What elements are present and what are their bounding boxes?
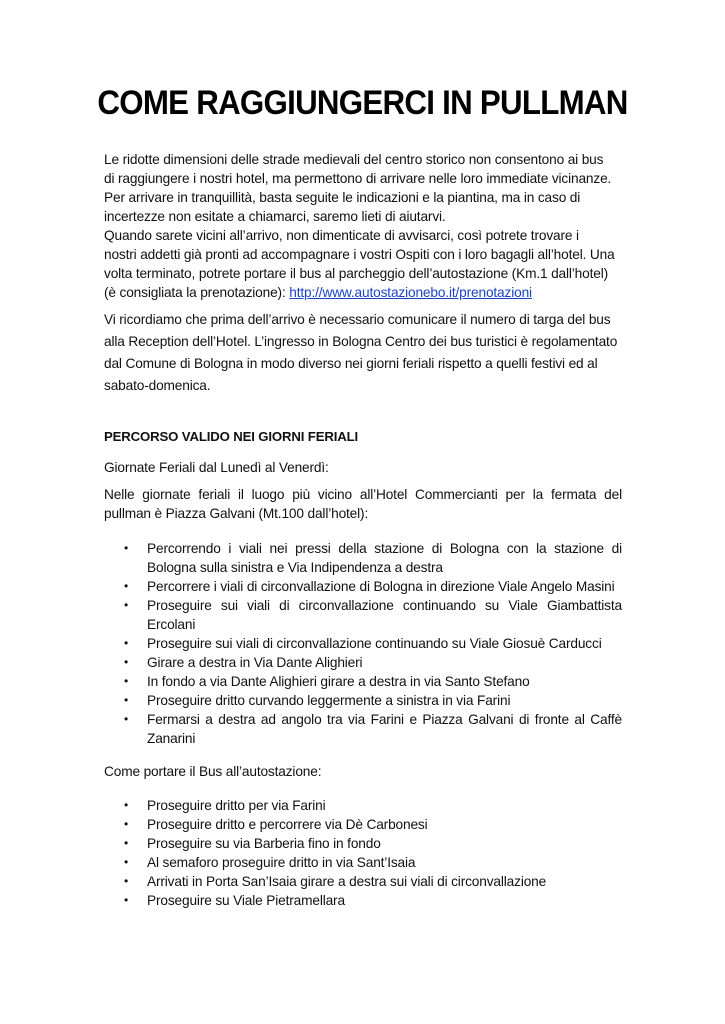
autostazione-steps-list bbox=[104, 796, 622, 910]
bullet: • bbox=[124, 598, 129, 612]
bullet: • bbox=[124, 636, 129, 650]
bullet: • bbox=[124, 693, 129, 707]
bullet: • bbox=[124, 817, 129, 831]
list-item-text: Fermarsi a destra ad angolo tra via Farini e Piazza Galvani di fronte al Caffè Zanarini bbox=[147, 712, 622, 746]
intro-line: Le ridotte dimensioni delle strade medievali del centro storico non consentono ai bus bbox=[104, 152, 604, 167]
list-item-text: Arrivati in Porta San’Isaia girare a destra sui viali di circonvallazione bbox=[147, 874, 547, 889]
list-item bbox=[104, 539, 622, 577]
bullet: • bbox=[124, 893, 129, 907]
bullet: • bbox=[124, 874, 129, 888]
bullet: • bbox=[124, 579, 129, 593]
reminder-line: sabato-domenica. bbox=[104, 378, 211, 393]
list-item bbox=[104, 815, 622, 834]
list-item bbox=[104, 853, 622, 872]
list-item bbox=[104, 834, 622, 853]
list-item-text: Percorrendo i viali nei pressi della stazione di Bologna con la stazione di Bologna sulla sinistra e Via Indipendenza a destra bbox=[147, 541, 622, 575]
feriali-heading: PERCORSO VALIDO NEI GIORNI FERIALI bbox=[104, 429, 359, 444]
list-item bbox=[104, 710, 622, 748]
intro-line: nostri addetti già pronti ad accompagnare i vostri Ospiti con i loro bagagli all’hotel. Una bbox=[104, 247, 615, 262]
intro-line: Per arrivare in tranquillità, basta seguite le indicazioni e la piantina, ma in caso di bbox=[104, 190, 581, 205]
list-item bbox=[104, 596, 622, 634]
list-item bbox=[104, 672, 622, 691]
list-item-text: Proseguire su Viale Pietramellara bbox=[147, 893, 345, 908]
list-item-text: Proseguire dritto curvando leggermente a sinistra in via Farini bbox=[147, 693, 511, 708]
list-item bbox=[104, 796, 622, 815]
page-title: COME RAGGIUNGERCI IN PULLMAN bbox=[97, 84, 628, 122]
list-item-text: In fondo a via Dante Alighieri girare a destra in via Santo Stefano bbox=[147, 674, 530, 689]
list-item bbox=[104, 577, 622, 596]
feriali-intro-line: pullman è Piazza Galvani (Mt.100 dall’hotel): bbox=[104, 506, 369, 521]
intro-line: incertezze non esitate a chiamarci, saremo lieti di aiutarvi. bbox=[104, 209, 446, 224]
intro-last-line-prefix: (è consigliata la prenotazione): bbox=[104, 285, 290, 300]
list-item-text: Proseguire dritto per via Farini bbox=[147, 798, 326, 813]
bullet: • bbox=[124, 541, 129, 555]
list-item-text: Proseguire dritto e percorrere via Dè Carbonesi bbox=[147, 817, 428, 832]
intro-paragraph bbox=[104, 150, 622, 302]
bullet: • bbox=[124, 655, 129, 669]
feriali-intro-line: Nelle giornate feriali il luogo più vicino all’Hotel Commercianti per la fermata del bbox=[104, 487, 622, 502]
list-item-text: Girare a destra in Via Dante Alighieri bbox=[147, 655, 363, 670]
list-item-text: Proseguire sui viali di circonvallazione continuando su Viale Giosuè Carducci bbox=[147, 636, 602, 651]
intro-line: di raggiungere i nostri hotel, ma permettono di arrivare nelle loro immediate vicinanze. bbox=[104, 171, 612, 186]
bullet: • bbox=[124, 712, 129, 726]
bullet: • bbox=[124, 798, 129, 812]
reminder-line: dal Comune di Bologna in modo diverso nei giorni feriali rispetto a quelli festivi ed al bbox=[104, 356, 598, 371]
feriali-intro bbox=[104, 485, 622, 523]
list-item-text: Proseguire su via Barberia fino in fondo bbox=[147, 836, 381, 851]
reminder-paragraph bbox=[104, 309, 622, 397]
list-item-text: Percorrere i viali di circonvallazione di Bologna in direzione Viale Angelo Masini bbox=[147, 579, 615, 594]
bullet: • bbox=[124, 855, 129, 869]
bullet: • bbox=[124, 836, 129, 850]
list-item bbox=[104, 891, 622, 910]
autostazione-heading: Come portare il Bus all’autostazione: bbox=[104, 764, 322, 779]
list-item bbox=[104, 634, 622, 653]
intro-line: volta terminato, potrete portare il bus al parcheggio dell’autostazione (Km.1 dall’hotel) bbox=[104, 266, 609, 281]
intro-line: Quando sarete vicini all’arrivo, non dimenticate di avvisarci, così potrete trovare i bbox=[104, 228, 579, 243]
bullet: • bbox=[124, 674, 129, 688]
list-item-text: Al semaforo proseguire dritto in via Sant’Isaia bbox=[147, 855, 416, 870]
list-item bbox=[104, 691, 622, 710]
intro-last-line bbox=[104, 283, 622, 302]
reminder-line: Vi ricordiamo che prima dell’arrivo è necessario comunicare il numero di targa del bus bbox=[104, 312, 611, 327]
reminder-line: alla Reception dell’Hotel. L’ingresso in Bologna Centro dei bus turistici è regolamentato bbox=[104, 334, 618, 349]
list-item-text: Proseguire sui viali di circonvallazione continuando su Viale Giambattista Ercolani bbox=[147, 598, 622, 632]
feriali-days: Giornate Feriali dal Lunedì al Venerdì: bbox=[104, 460, 329, 475]
feriali-steps-list bbox=[104, 539, 622, 748]
list-item bbox=[104, 872, 622, 891]
list-item bbox=[104, 653, 622, 672]
prenotazioni-link[interactable]: http://www.autostazionebo.it/prenotazioni bbox=[289, 285, 532, 300]
